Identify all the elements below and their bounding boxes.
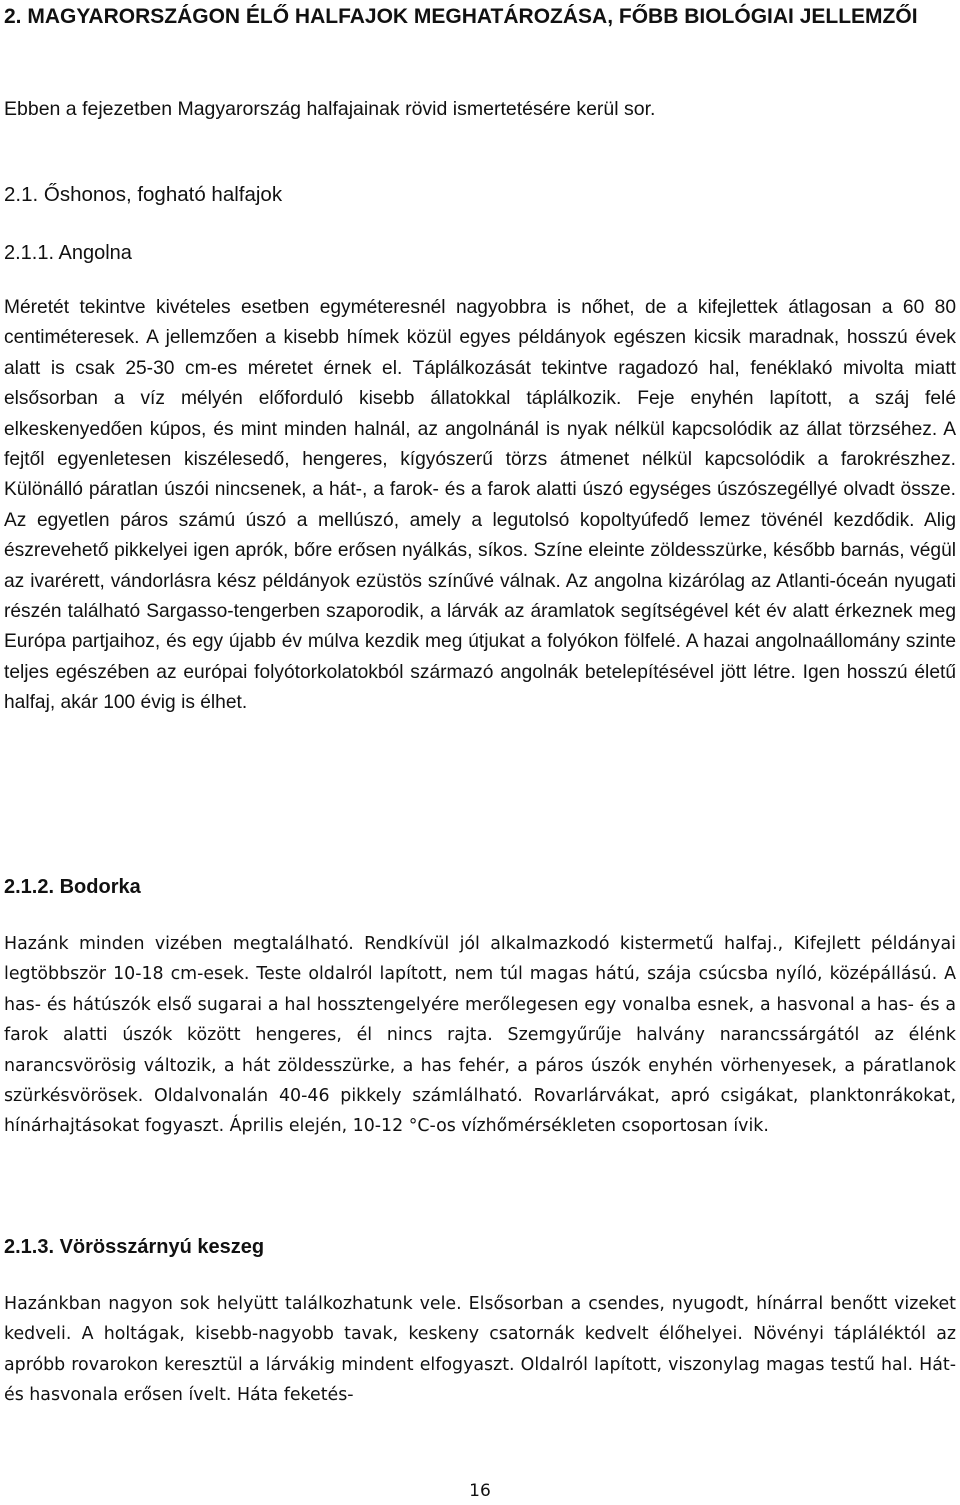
chapter-intro: Ebben a fejezetben Magyarország halfajainak rövid ismertetésére kerül sor. [4,98,656,120]
species-heading-bodorka: 2.1.2. Bodorka [4,876,141,898]
page-number: 16 [469,1481,491,1501]
species-text-bodorka: Hazánk minden vizében megtalálható. Rendkívül jól alkalmazkodó kistermetű halfaj., Kifejlett példányai legtöbbször 10-18 cm-esek. Teste oldalról lapított, nem túl magas hátú, szája csúcsba nyíló, középállású. A has- és hátúszók első sugarai a hal hossztengelyére merőlegesen egy vonalba esnek, a hasvonal a has- és a farok alatti úszók között hengeres, él nincs rajta. Szemgyűrűje halvány narancssárgától az élénk narancsvörösig változik, a hát zöldesszürke, a has fehér, a páros úszók enyhén vörhenyesek, a páratlanok szürkésvörösek. Oldalvonalán 40-46 pikkely számlálható. Rovarlárvákat, apró csigákat, planktonrákokat, hínárhajtásokat fogyaszt. Április elején, 10-12 °C-os vízhőmérsékleten csoportosan ívik. [4,934,956,1137]
species-heading-angolna: 2.1.1. Angolna [4,242,132,264]
chapter-title: 2. MAGYARORSZÁGON ÉLŐ HALFAJOK MEGHATÁROZÁSA, FŐBB BIOLÓGIAI JELLEMZŐI [4,5,918,28]
species-heading-vorosszarnyu-keszeg: 2.1.3. Vörösszárnyú keszeg [4,1236,265,1258]
document-page [4,0,956,1505]
section-title: 2.1. Őshonos, fogható halfajok [4,183,283,206]
species-text-vorosszarnyu-keszeg: Hazánkban nagyon sok helyütt találkozhatunk vele. Elsősorban a csendes, nyugodt, hínárral benőtt vizeket kedveli. A holtágak, kisebb-nagyobb tavak, keskeny csatornák kedvelt élőhelyei. Növényi tápláléktól az apróbb rovarokon keresztül a lárvákig mindent elfogyaszt. Oldalról lapított, viszonylag magas testű hal. Hát- és hasvonala erősen ívelt. Háta feketés- [4,1294,956,1406]
species-text-angolna: Méretét tekintve kivételes esetben egyméteresnél nagyobbra is nőhet, de a kifejlettek átlagosan a 60 80 centiméteresek. A jellemzően a kisebb hímek közül egyes példányok egészen kicsik maradnak, hosszú évek alatt is csak 25-30 cm-es méretet érnek el. Táplálkozását tekintve ragadozó hal, fenéklakó mivolta miatt elsősorban a víz mélyén előforduló kisebb állatokkal táplálkozik. Feje enyhén lapított, a száj felé elkeskenyedően kúpos, és mint minden halnál, az angolnánál is nyak nélkül kapcsolódik az állat törzséhez. A fejtől egyenletesen kiszélesedő, hengeres, kígyószerű törzs átmenet nélkül kapcsolódik a farokrészhez. Különálló páratlan úszói nincsenek, a hát-, a farok- és a farok alatti úszó egységes úszószegéllyé olvadt össze. Az egyetlen páros számú úszó a mellúszó, amely a legutolsó kopoltyúfedő lemez tövénél kezdődik. Alig észrevehető pikkelyei igen aprók, bőre erősen nyálkás, síkos. Színe eleinte zöldesszürke, később barnás, végül az ivarérett, vándorlásra kész példányok ezüstös színűvé válnak. Az angolna kizárólag az Atlanti-óceán nyugati részén található Sargasso-tengerben szaporodik, a lárvák az áramlatok segítségével két év alatt érkeznek meg Európa partjaihoz, és egy újabb év múlva kezdik meg útjukat a folyókon fölfelé. A hazai angolnaállomány szinte teljes egészében az európai folyótorkolatokból származó angolnák betelepítésével jött létre. Igen hosszú életű halfaj, akár 100 évig is élhet. [4,297,956,714]
